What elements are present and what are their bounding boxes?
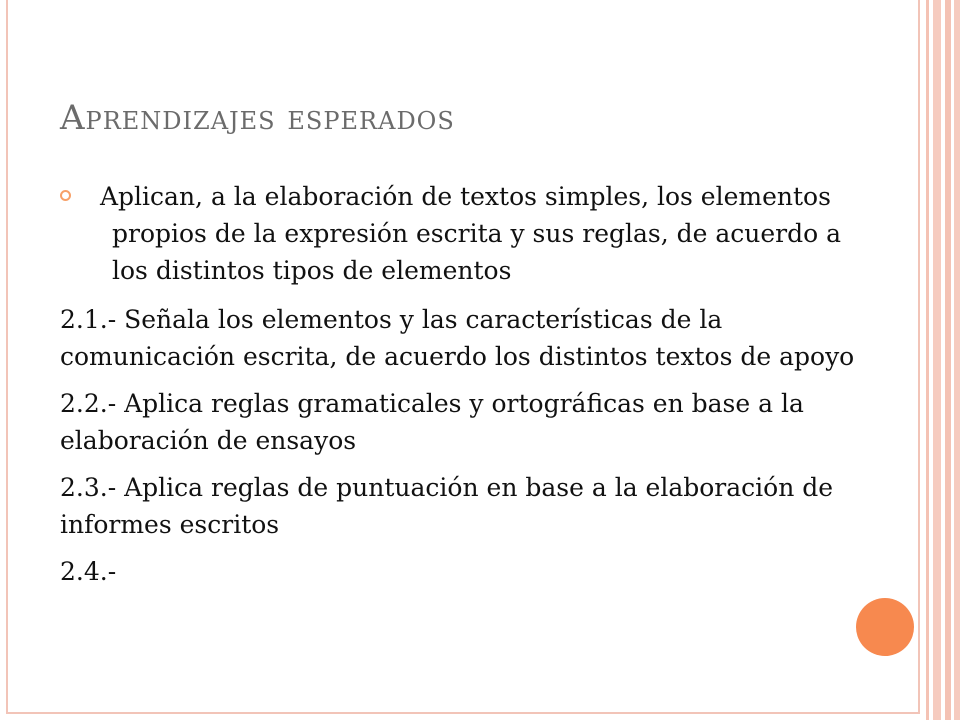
ring-bullet-icon <box>60 190 71 201</box>
objective-item: 2.1.- Señala los elementos y las características de la comunicación escrita, de acuerdo los distintos textos de apoyo <box>60 305 855 371</box>
side-stripes <box>926 0 960 720</box>
objective-item: 2.3.- Aplica reglas de puntuación en base a la elaboración de informes escritos <box>60 473 834 539</box>
objective-item: 2.2.- Aplica reglas gramaticales y ortográficas en base a la elaboración de ensayos <box>60 389 804 455</box>
stripe <box>933 0 941 720</box>
bullet-item <box>60 178 860 289</box>
orange-circle-icon <box>856 598 914 656</box>
objective-item: 2.4.- <box>60 557 117 586</box>
slide-content <box>60 178 860 600</box>
slide-title: Aprendizajes esperados <box>60 98 455 138</box>
stripe <box>954 0 960 720</box>
bullet-text: Aplican, a la elaboración de textos simples, los elementos propios de la expresión escrita y sus reglas, de acuerdo a los distintos tipos de elementos <box>100 182 842 285</box>
